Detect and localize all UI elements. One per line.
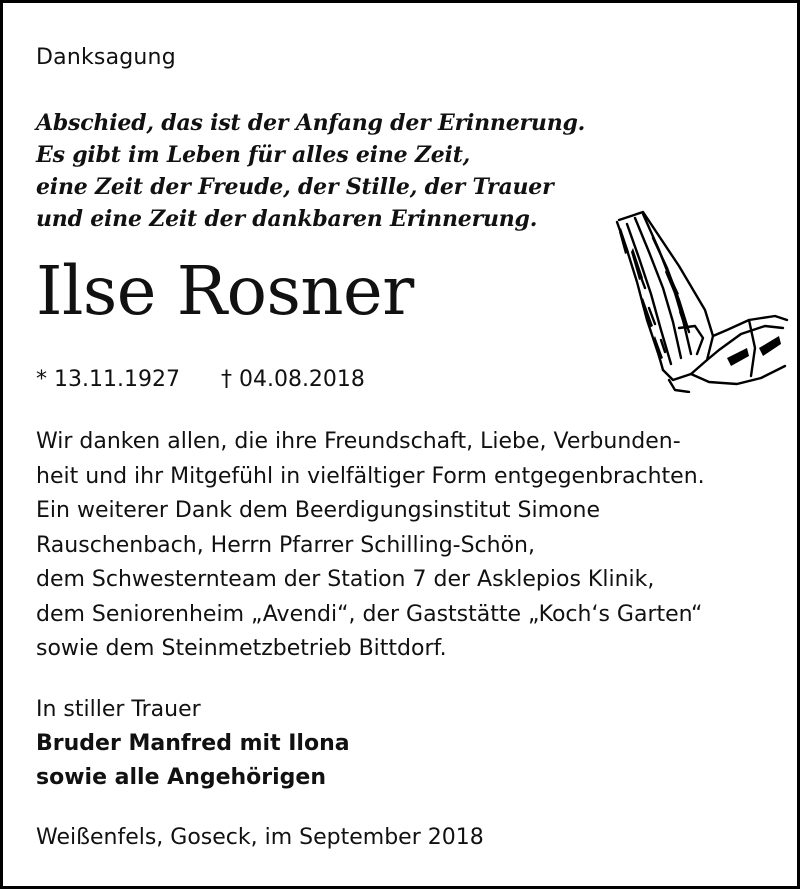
thanks-line: heit und ihr Mitgefühl in vielfältiger Form entgegenbrachten. (36, 463, 705, 489)
thanks-line: sowie dem Steinmetzbetrieb Bittdorf. (36, 636, 447, 661)
notice-heading: Danksagung (36, 45, 176, 70)
thanks-line: Ein weiterer Dank dem Beerdigungsinstitut Simone (36, 498, 600, 523)
thanks-line: dem Schwesternteam der Station 7 der Asklepios Klinik, (36, 567, 655, 592)
thanks-line: Rauschenbach, Herrn Pfarrer Schilling-Schön, (36, 532, 535, 558)
mourner-names: Bruder Manfred mit Ilona (36, 731, 350, 756)
deceased-name: Ilse Rosner (36, 252, 414, 330)
praying-hands-icon (609, 208, 789, 393)
verse-line: Es gibt im Leben für alles eine Zeit, (36, 142, 471, 168)
verse-line: eine Zeit der Freude, der Stille, der Trauer (36, 174, 554, 200)
place-and-date: Weißenfels, Goseck, im September 2018 (36, 825, 484, 850)
mourner-relatives: sowie alle Angehörigen (36, 765, 327, 790)
verse-line: und eine Zeit der dankbaren Erinnerung. (36, 206, 538, 232)
thanks-line: dem Seniorenheim „Avendi“, der Gaststätte „Koch‘s Garten“ (36, 601, 703, 627)
birth-date: * 13.11.1927 (36, 367, 180, 392)
memorial-verse (36, 107, 585, 235)
mourners-block (36, 693, 350, 795)
death-date: † 04.08.2018 (220, 367, 365, 392)
mourning-intro: In stiller Trauer (36, 697, 201, 722)
thanks-line: Wir danken allen, die ihre Freundschaft, Liebe, Verbunden- (36, 429, 681, 454)
thanks-paragraph (36, 425, 776, 667)
verse-line: Abschied, das ist der Anfang der Erinnerung. (36, 110, 586, 136)
life-dates (36, 367, 365, 392)
